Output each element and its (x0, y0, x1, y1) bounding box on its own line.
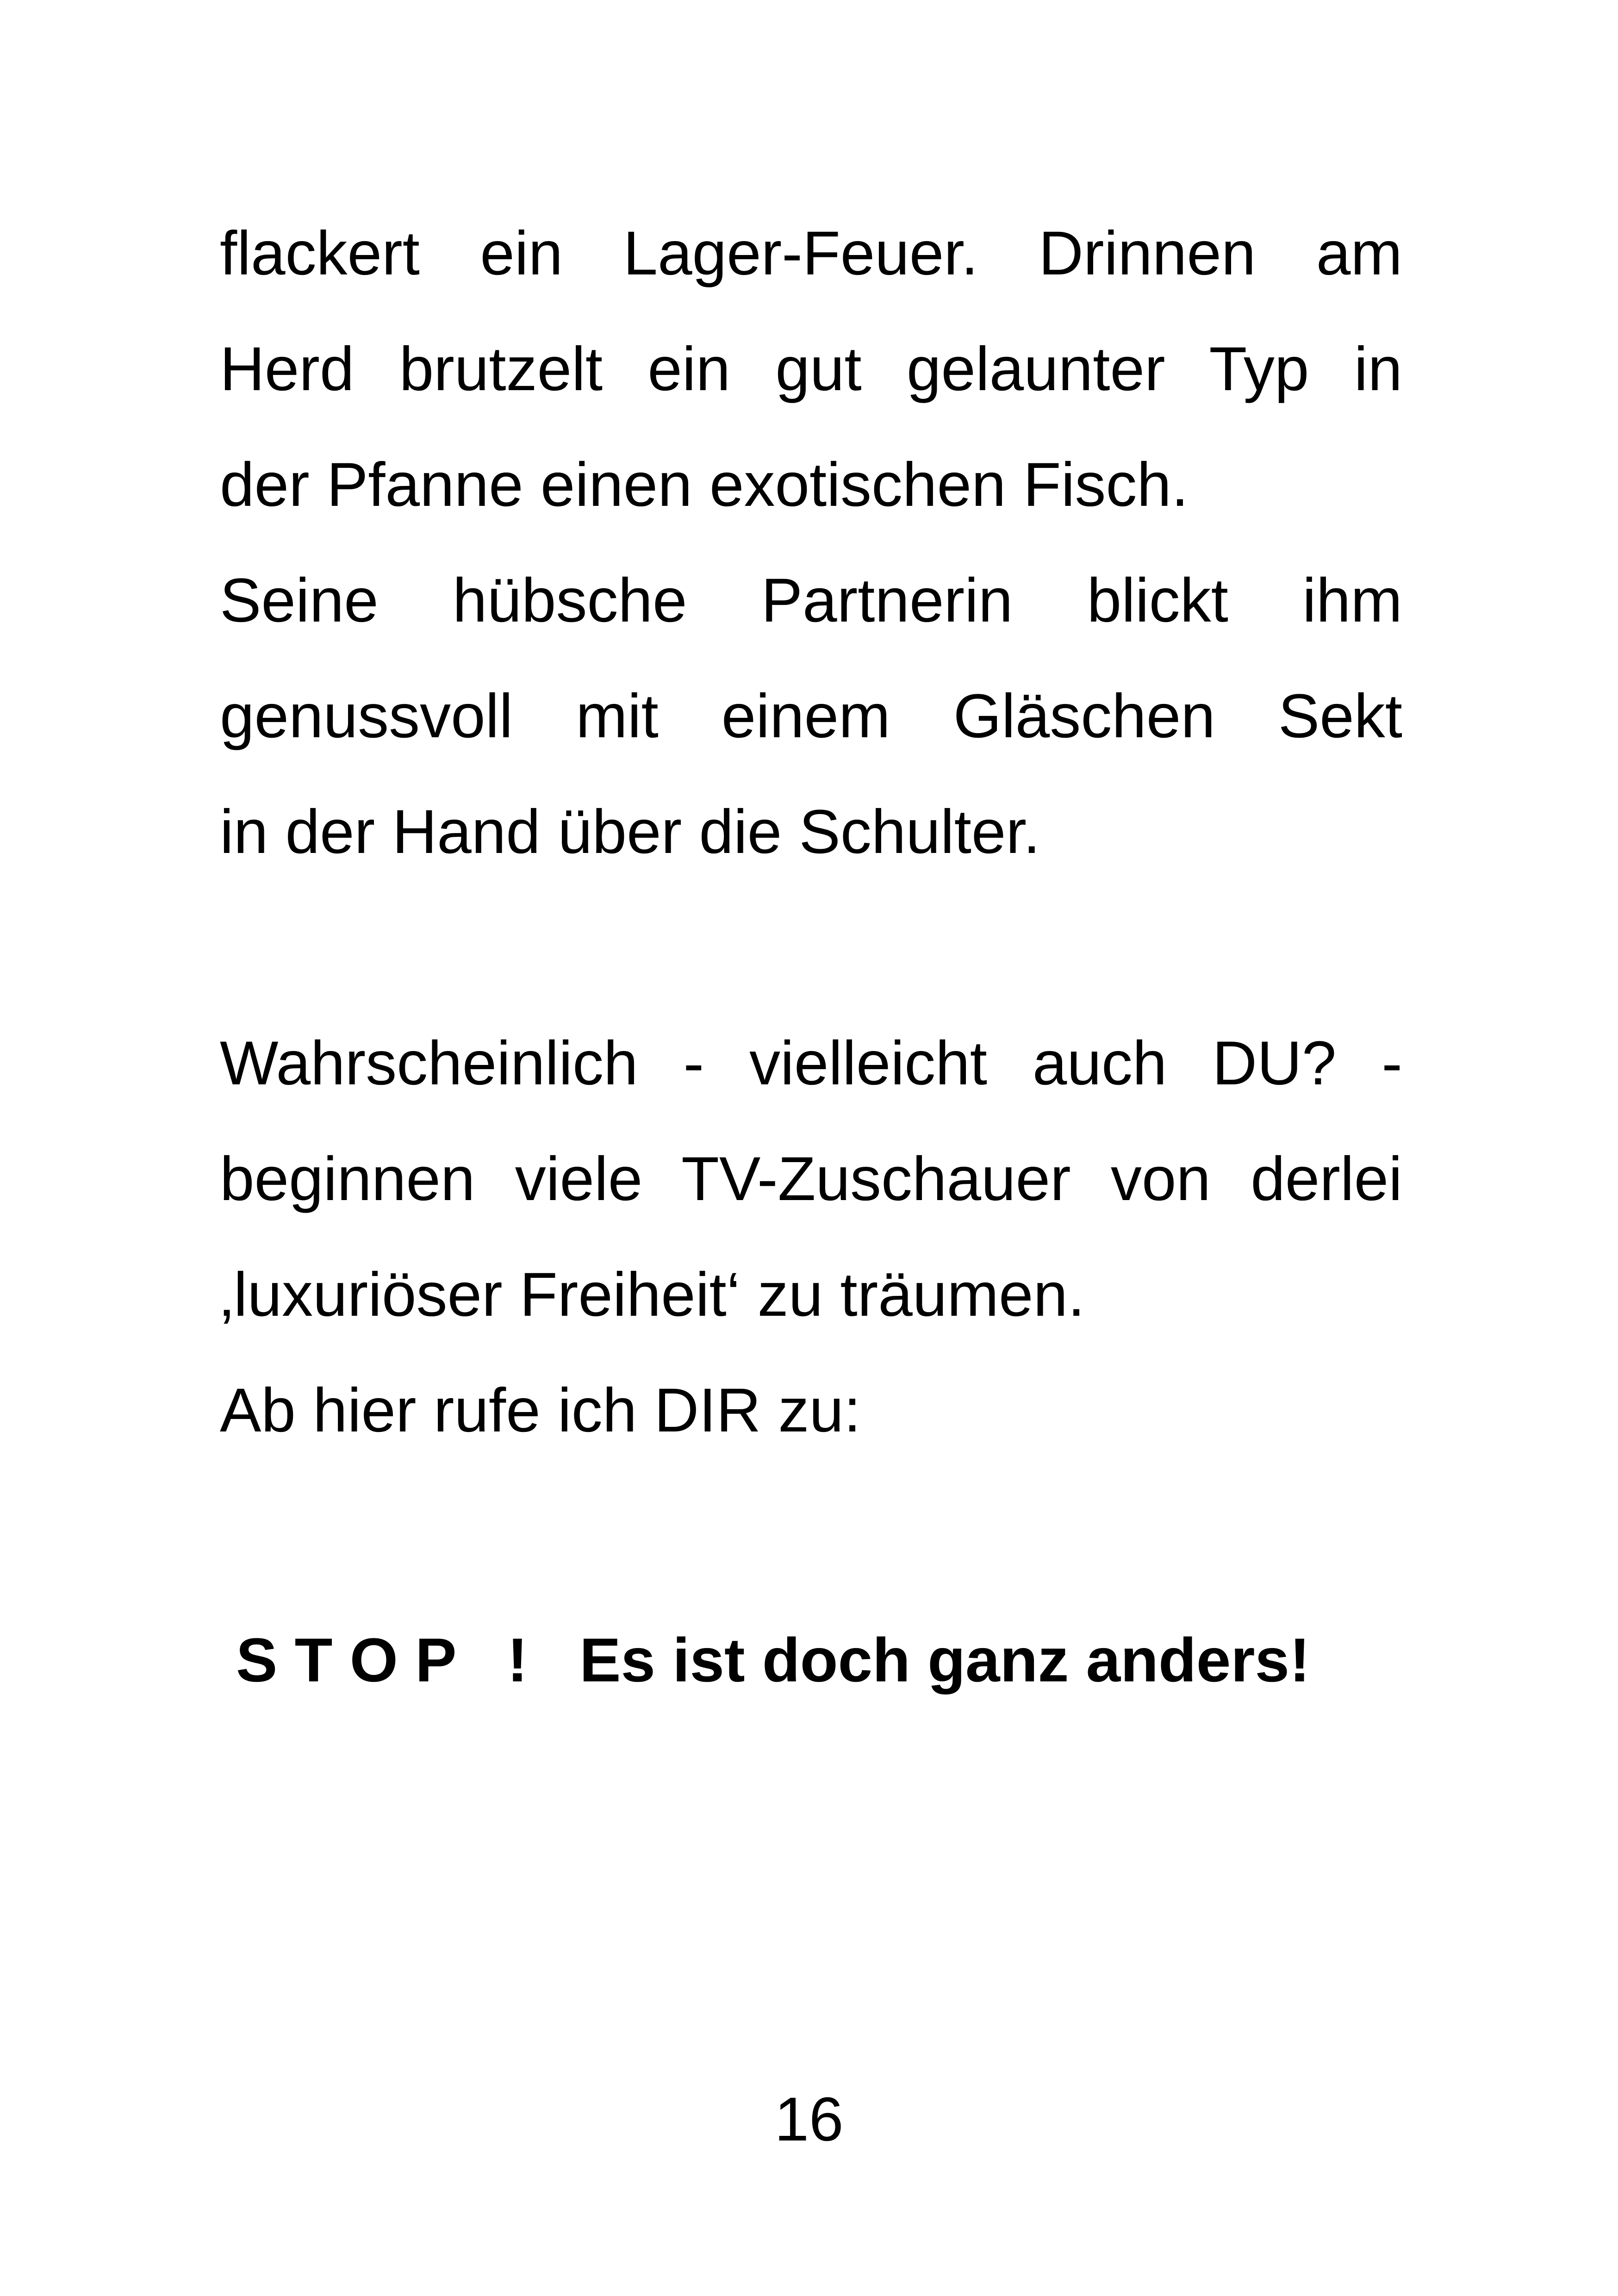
text-line: Wahrscheinlich - vielleicht auch DU? - (220, 1029, 1402, 1098)
stop-callout: S T O P ! Es ist doch ganz anders! (236, 1626, 1310, 1695)
text-line: Seine hübsche Partnerin blickt ihm (220, 566, 1402, 635)
text-line: ‚luxuriöser Freiheit‘ zu träumen. (220, 1260, 1085, 1329)
text-line: flackert ein Lager-Feuer. Drinnen am (220, 219, 1402, 288)
text-line: in der Hand über die Schulter. (220, 797, 1040, 866)
text-line: genussvoll mit einem Gläschen Sekt (220, 682, 1402, 751)
page-number: 16 (774, 2085, 844, 2154)
text-line: der Pfanne einen exotischen Fisch. (220, 450, 1189, 519)
text-line: Ab hier rufe ich DIR zu: (220, 1376, 861, 1445)
text-line: Herd brutzelt ein gut gelaunter Typ in (220, 335, 1402, 404)
text-line: beginnen viele TV-Zuschauer von derlei (220, 1145, 1402, 1213)
